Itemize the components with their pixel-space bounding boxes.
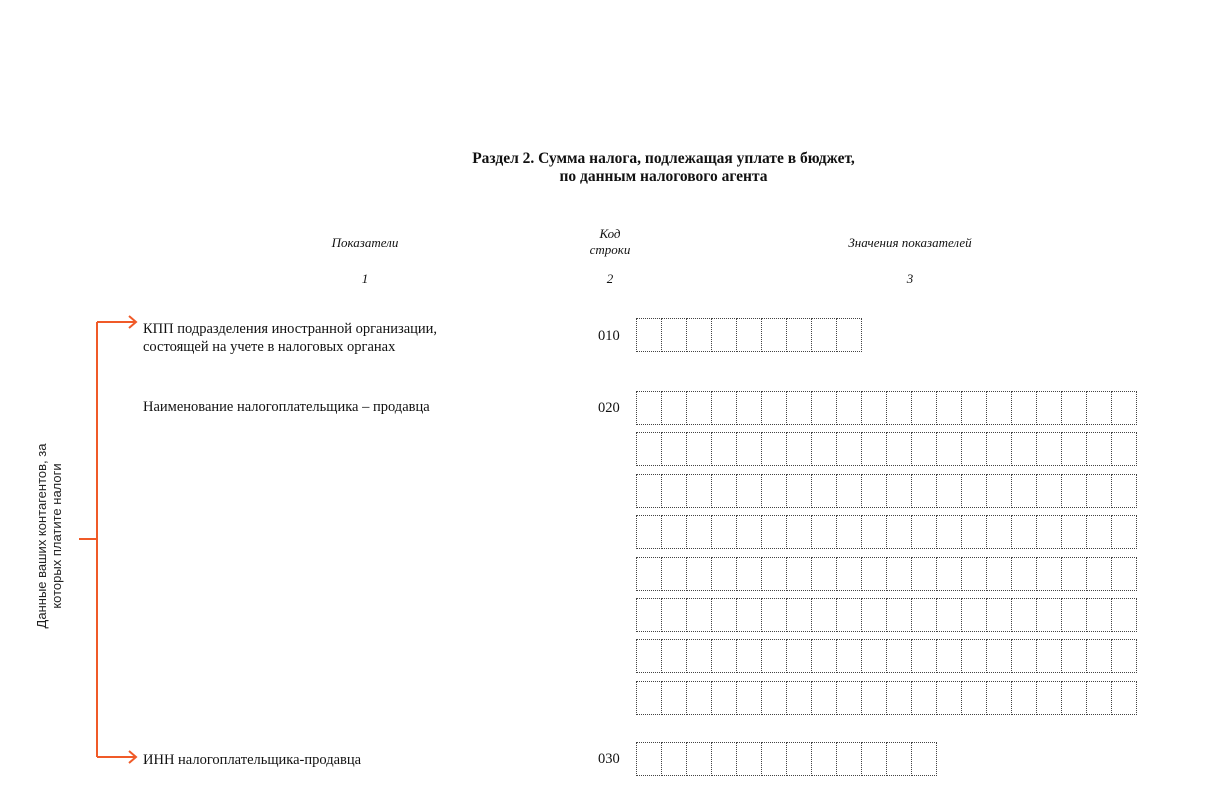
section-title-line1: Раздел 2. Сумма налога, подлежащая уплате в бюджет,	[472, 150, 855, 167]
char-cell[interactable]	[1011, 598, 1037, 632]
char-cell[interactable]	[736, 639, 762, 673]
char-cell[interactable]	[711, 639, 737, 673]
annotation-bracket	[0, 0, 150, 800]
char-cell[interactable]	[636, 515, 662, 549]
char-cell[interactable]	[786, 742, 812, 776]
cell-line	[636, 318, 862, 352]
char-cell[interactable]	[786, 432, 812, 466]
char-cell[interactable]	[911, 515, 937, 549]
cell-line	[636, 598, 1137, 632]
char-cell[interactable]	[811, 515, 837, 549]
char-cell[interactable]	[836, 639, 862, 673]
char-cell[interactable]	[911, 474, 937, 508]
char-cell[interactable]	[711, 432, 737, 466]
char-cell[interactable]	[786, 391, 812, 425]
char-cell[interactable]	[811, 742, 837, 776]
char-cell[interactable]	[1036, 639, 1062, 673]
char-cell[interactable]	[936, 391, 962, 425]
char-cell[interactable]	[1011, 391, 1037, 425]
char-cell[interactable]	[736, 681, 762, 715]
char-cell[interactable]	[1011, 474, 1037, 508]
char-cell[interactable]	[861, 639, 887, 673]
char-cell[interactable]	[961, 681, 987, 715]
cell-line	[636, 432, 1137, 466]
char-cell[interactable]	[761, 515, 787, 549]
char-cell[interactable]	[636, 318, 662, 352]
char-cell[interactable]	[911, 681, 937, 715]
char-cell[interactable]	[961, 391, 987, 425]
char-cell[interactable]	[711, 681, 737, 715]
cell-line	[636, 681, 1137, 715]
row-010-code: 010	[598, 328, 620, 344]
char-cell[interactable]	[861, 391, 887, 425]
char-cell[interactable]	[886, 391, 912, 425]
char-cell[interactable]	[936, 515, 962, 549]
annotation-label-line1: Данные ваших контагентов, за	[34, 443, 49, 629]
char-cell[interactable]	[986, 639, 1012, 673]
char-cell[interactable]	[761, 391, 787, 425]
char-cell[interactable]	[1111, 681, 1137, 715]
char-cell[interactable]	[786, 681, 812, 715]
char-cell[interactable]	[761, 557, 787, 591]
char-cell[interactable]	[1086, 391, 1112, 425]
char-cell[interactable]	[761, 432, 787, 466]
char-cell[interactable]	[811, 318, 837, 352]
char-cell[interactable]	[761, 639, 787, 673]
char-cell[interactable]	[736, 742, 762, 776]
char-cell[interactable]	[661, 742, 687, 776]
char-cell[interactable]	[811, 598, 837, 632]
char-cell[interactable]	[811, 432, 837, 466]
char-cell[interactable]	[1086, 639, 1112, 673]
char-cell[interactable]	[786, 474, 812, 508]
char-cell[interactable]	[1011, 681, 1037, 715]
char-cell[interactable]	[686, 639, 712, 673]
char-cell[interactable]	[861, 557, 887, 591]
char-cell[interactable]	[1111, 391, 1137, 425]
char-cell[interactable]	[761, 474, 787, 508]
col-header-indicators: Показатели	[331, 235, 399, 250]
row-030-label: ИНН налогоплательщика-продавца	[143, 752, 362, 768]
char-cell[interactable]	[911, 391, 937, 425]
char-cell[interactable]	[886, 432, 912, 466]
char-cell[interactable]	[811, 681, 837, 715]
char-cell[interactable]	[936, 598, 962, 632]
char-cell[interactable]	[786, 515, 812, 549]
char-cell[interactable]	[661, 598, 687, 632]
char-cell[interactable]	[636, 391, 662, 425]
char-cell[interactable]	[711, 742, 737, 776]
char-cell[interactable]	[661, 318, 687, 352]
char-cell[interactable]	[986, 474, 1012, 508]
char-cell[interactable]	[861, 598, 887, 632]
char-cell[interactable]	[986, 557, 1012, 591]
char-cell[interactable]	[686, 474, 712, 508]
char-cell[interactable]	[1036, 391, 1062, 425]
char-cell[interactable]	[786, 639, 812, 673]
char-cell[interactable]	[1086, 681, 1112, 715]
char-cell[interactable]	[636, 432, 662, 466]
row-030-code: 030	[598, 751, 620, 767]
char-cell[interactable]	[986, 681, 1012, 715]
col-number-2: 2	[606, 271, 614, 286]
char-cell[interactable]	[1111, 474, 1137, 508]
annotation-label	[14, 416, 84, 656]
char-cell[interactable]	[936, 557, 962, 591]
char-cell[interactable]	[736, 391, 762, 425]
col-header-code	[570, 226, 650, 258]
char-cell[interactable]	[861, 681, 887, 715]
char-cell[interactable]	[711, 318, 737, 352]
char-cell[interactable]	[761, 598, 787, 632]
annotation-label-line2: которых платите налоги	[49, 463, 64, 609]
char-cell[interactable]	[911, 639, 937, 673]
char-cell[interactable]	[736, 432, 762, 466]
char-cell[interactable]	[1086, 432, 1112, 466]
char-cell[interactable]	[1086, 557, 1112, 591]
char-cell[interactable]	[1086, 474, 1112, 508]
cell-line	[636, 557, 1137, 591]
row-020-code: 020	[598, 400, 620, 416]
char-cell[interactable]	[1011, 515, 1037, 549]
char-cell[interactable]	[1036, 515, 1062, 549]
char-cell[interactable]	[786, 318, 812, 352]
char-cell[interactable]	[1111, 639, 1137, 673]
char-cell[interactable]	[1111, 515, 1137, 549]
char-cell[interactable]	[811, 391, 837, 425]
char-cell[interactable]	[936, 474, 962, 508]
char-cell[interactable]	[1011, 557, 1037, 591]
char-cell[interactable]	[836, 318, 862, 352]
char-cell[interactable]	[886, 557, 912, 591]
char-cell[interactable]	[1036, 557, 1062, 591]
char-cell[interactable]	[936, 639, 962, 673]
row-020-label: Наименование налогоплательщика – продавца	[143, 399, 430, 415]
char-cell[interactable]	[961, 598, 987, 632]
char-cell[interactable]	[961, 474, 987, 508]
char-cell[interactable]	[1111, 598, 1137, 632]
char-cell[interactable]	[1011, 639, 1037, 673]
cell-line	[636, 742, 937, 776]
char-cell[interactable]	[886, 681, 912, 715]
char-cell[interactable]	[886, 515, 912, 549]
char-cell[interactable]	[786, 557, 812, 591]
char-cell[interactable]	[636, 742, 662, 776]
char-cell[interactable]	[986, 391, 1012, 425]
char-cell[interactable]	[636, 557, 662, 591]
char-cell[interactable]	[711, 515, 737, 549]
char-cell[interactable]	[636, 474, 662, 508]
char-cell[interactable]	[886, 474, 912, 508]
char-cell[interactable]	[911, 742, 937, 776]
char-cell[interactable]	[661, 681, 687, 715]
char-cell[interactable]	[836, 598, 862, 632]
cell-line	[636, 391, 1137, 425]
char-cell[interactable]	[1061, 432, 1087, 466]
col-header-values: Значения показателей	[848, 235, 972, 250]
row-010-label	[143, 320, 437, 356]
char-cell[interactable]	[911, 598, 937, 632]
char-cell[interactable]	[1036, 432, 1062, 466]
char-cell[interactable]	[686, 515, 712, 549]
char-cell[interactable]	[661, 474, 687, 508]
char-cell[interactable]	[661, 639, 687, 673]
row-010-label-line1: КПП подразделения иностранной организации,	[143, 321, 438, 337]
char-cell[interactable]	[836, 557, 862, 591]
char-cell[interactable]	[711, 391, 737, 425]
char-cell[interactable]	[661, 557, 687, 591]
char-cell[interactable]	[836, 391, 862, 425]
char-cell[interactable]	[686, 391, 712, 425]
char-cell[interactable]	[1011, 432, 1037, 466]
char-cell[interactable]	[811, 557, 837, 591]
col-number-3: 3	[906, 271, 914, 286]
char-cell[interactable]	[736, 318, 762, 352]
char-cell[interactable]	[686, 318, 712, 352]
char-cell[interactable]	[1061, 515, 1087, 549]
char-cell[interactable]	[836, 742, 862, 776]
char-cell[interactable]	[1111, 432, 1137, 466]
char-cell[interactable]	[661, 432, 687, 466]
col-header-code-line2: строки	[589, 242, 631, 257]
char-cell[interactable]	[861, 474, 887, 508]
char-cell[interactable]	[886, 639, 912, 673]
char-cell[interactable]	[911, 432, 937, 466]
col-number-1: 1	[361, 271, 369, 286]
char-cell[interactable]	[736, 598, 762, 632]
section-title-line2: по данным налогового агента	[559, 168, 768, 185]
char-cell[interactable]	[986, 515, 1012, 549]
char-cell[interactable]	[736, 474, 762, 508]
char-cell[interactable]	[1061, 474, 1087, 508]
char-cell[interactable]	[1061, 557, 1087, 591]
char-cell[interactable]	[861, 742, 887, 776]
row-010-label-line2: состоящей на учете в налоговых органах	[143, 339, 396, 355]
char-cell[interactable]	[711, 598, 737, 632]
char-cell[interactable]	[686, 742, 712, 776]
char-cell[interactable]	[836, 474, 862, 508]
char-cell[interactable]	[986, 598, 1012, 632]
char-cell[interactable]	[861, 432, 887, 466]
char-cell[interactable]	[1061, 391, 1087, 425]
char-cell[interactable]	[761, 742, 787, 776]
char-cell[interactable]	[736, 515, 762, 549]
char-cell[interactable]	[961, 557, 987, 591]
char-cell[interactable]	[761, 681, 787, 715]
char-cell[interactable]	[711, 557, 737, 591]
char-cell[interactable]	[686, 432, 712, 466]
char-cell[interactable]	[936, 681, 962, 715]
cell-line	[636, 474, 1137, 508]
col-header-code-line1: Код	[599, 226, 621, 241]
cell-line	[636, 639, 1137, 673]
cell-line	[636, 515, 1137, 549]
char-cell[interactable]	[861, 515, 887, 549]
char-cell[interactable]	[811, 639, 837, 673]
char-cell[interactable]	[961, 639, 987, 673]
char-cell[interactable]	[1111, 557, 1137, 591]
char-cell[interactable]	[636, 598, 662, 632]
char-cell[interactable]	[961, 432, 987, 466]
section-title	[0, 150, 1227, 186]
char-cell[interactable]	[636, 681, 662, 715]
char-cell[interactable]	[686, 681, 712, 715]
char-cell[interactable]	[836, 432, 862, 466]
char-cell[interactable]	[811, 474, 837, 508]
char-cell[interactable]	[1061, 598, 1087, 632]
char-cell[interactable]	[636, 639, 662, 673]
char-cell[interactable]	[661, 391, 687, 425]
char-cell[interactable]	[886, 742, 912, 776]
char-cell[interactable]	[911, 557, 937, 591]
char-cell[interactable]	[1061, 639, 1087, 673]
char-cell[interactable]	[686, 598, 712, 632]
char-cell[interactable]	[1036, 598, 1062, 632]
char-cell[interactable]	[986, 432, 1012, 466]
char-cell[interactable]	[836, 515, 862, 549]
char-cell[interactable]	[736, 557, 762, 591]
char-cell[interactable]	[786, 598, 812, 632]
char-cell[interactable]	[686, 557, 712, 591]
char-cell[interactable]	[1086, 598, 1112, 632]
char-cell[interactable]	[1086, 515, 1112, 549]
char-cell[interactable]	[1061, 681, 1087, 715]
char-cell[interactable]	[886, 598, 912, 632]
char-cell[interactable]	[761, 318, 787, 352]
char-cell[interactable]	[961, 515, 987, 549]
char-cell[interactable]	[661, 515, 687, 549]
char-cell[interactable]	[836, 681, 862, 715]
char-cell[interactable]	[1036, 681, 1062, 715]
char-cell[interactable]	[711, 474, 737, 508]
char-cell[interactable]	[936, 432, 962, 466]
char-cell[interactable]	[1036, 474, 1062, 508]
